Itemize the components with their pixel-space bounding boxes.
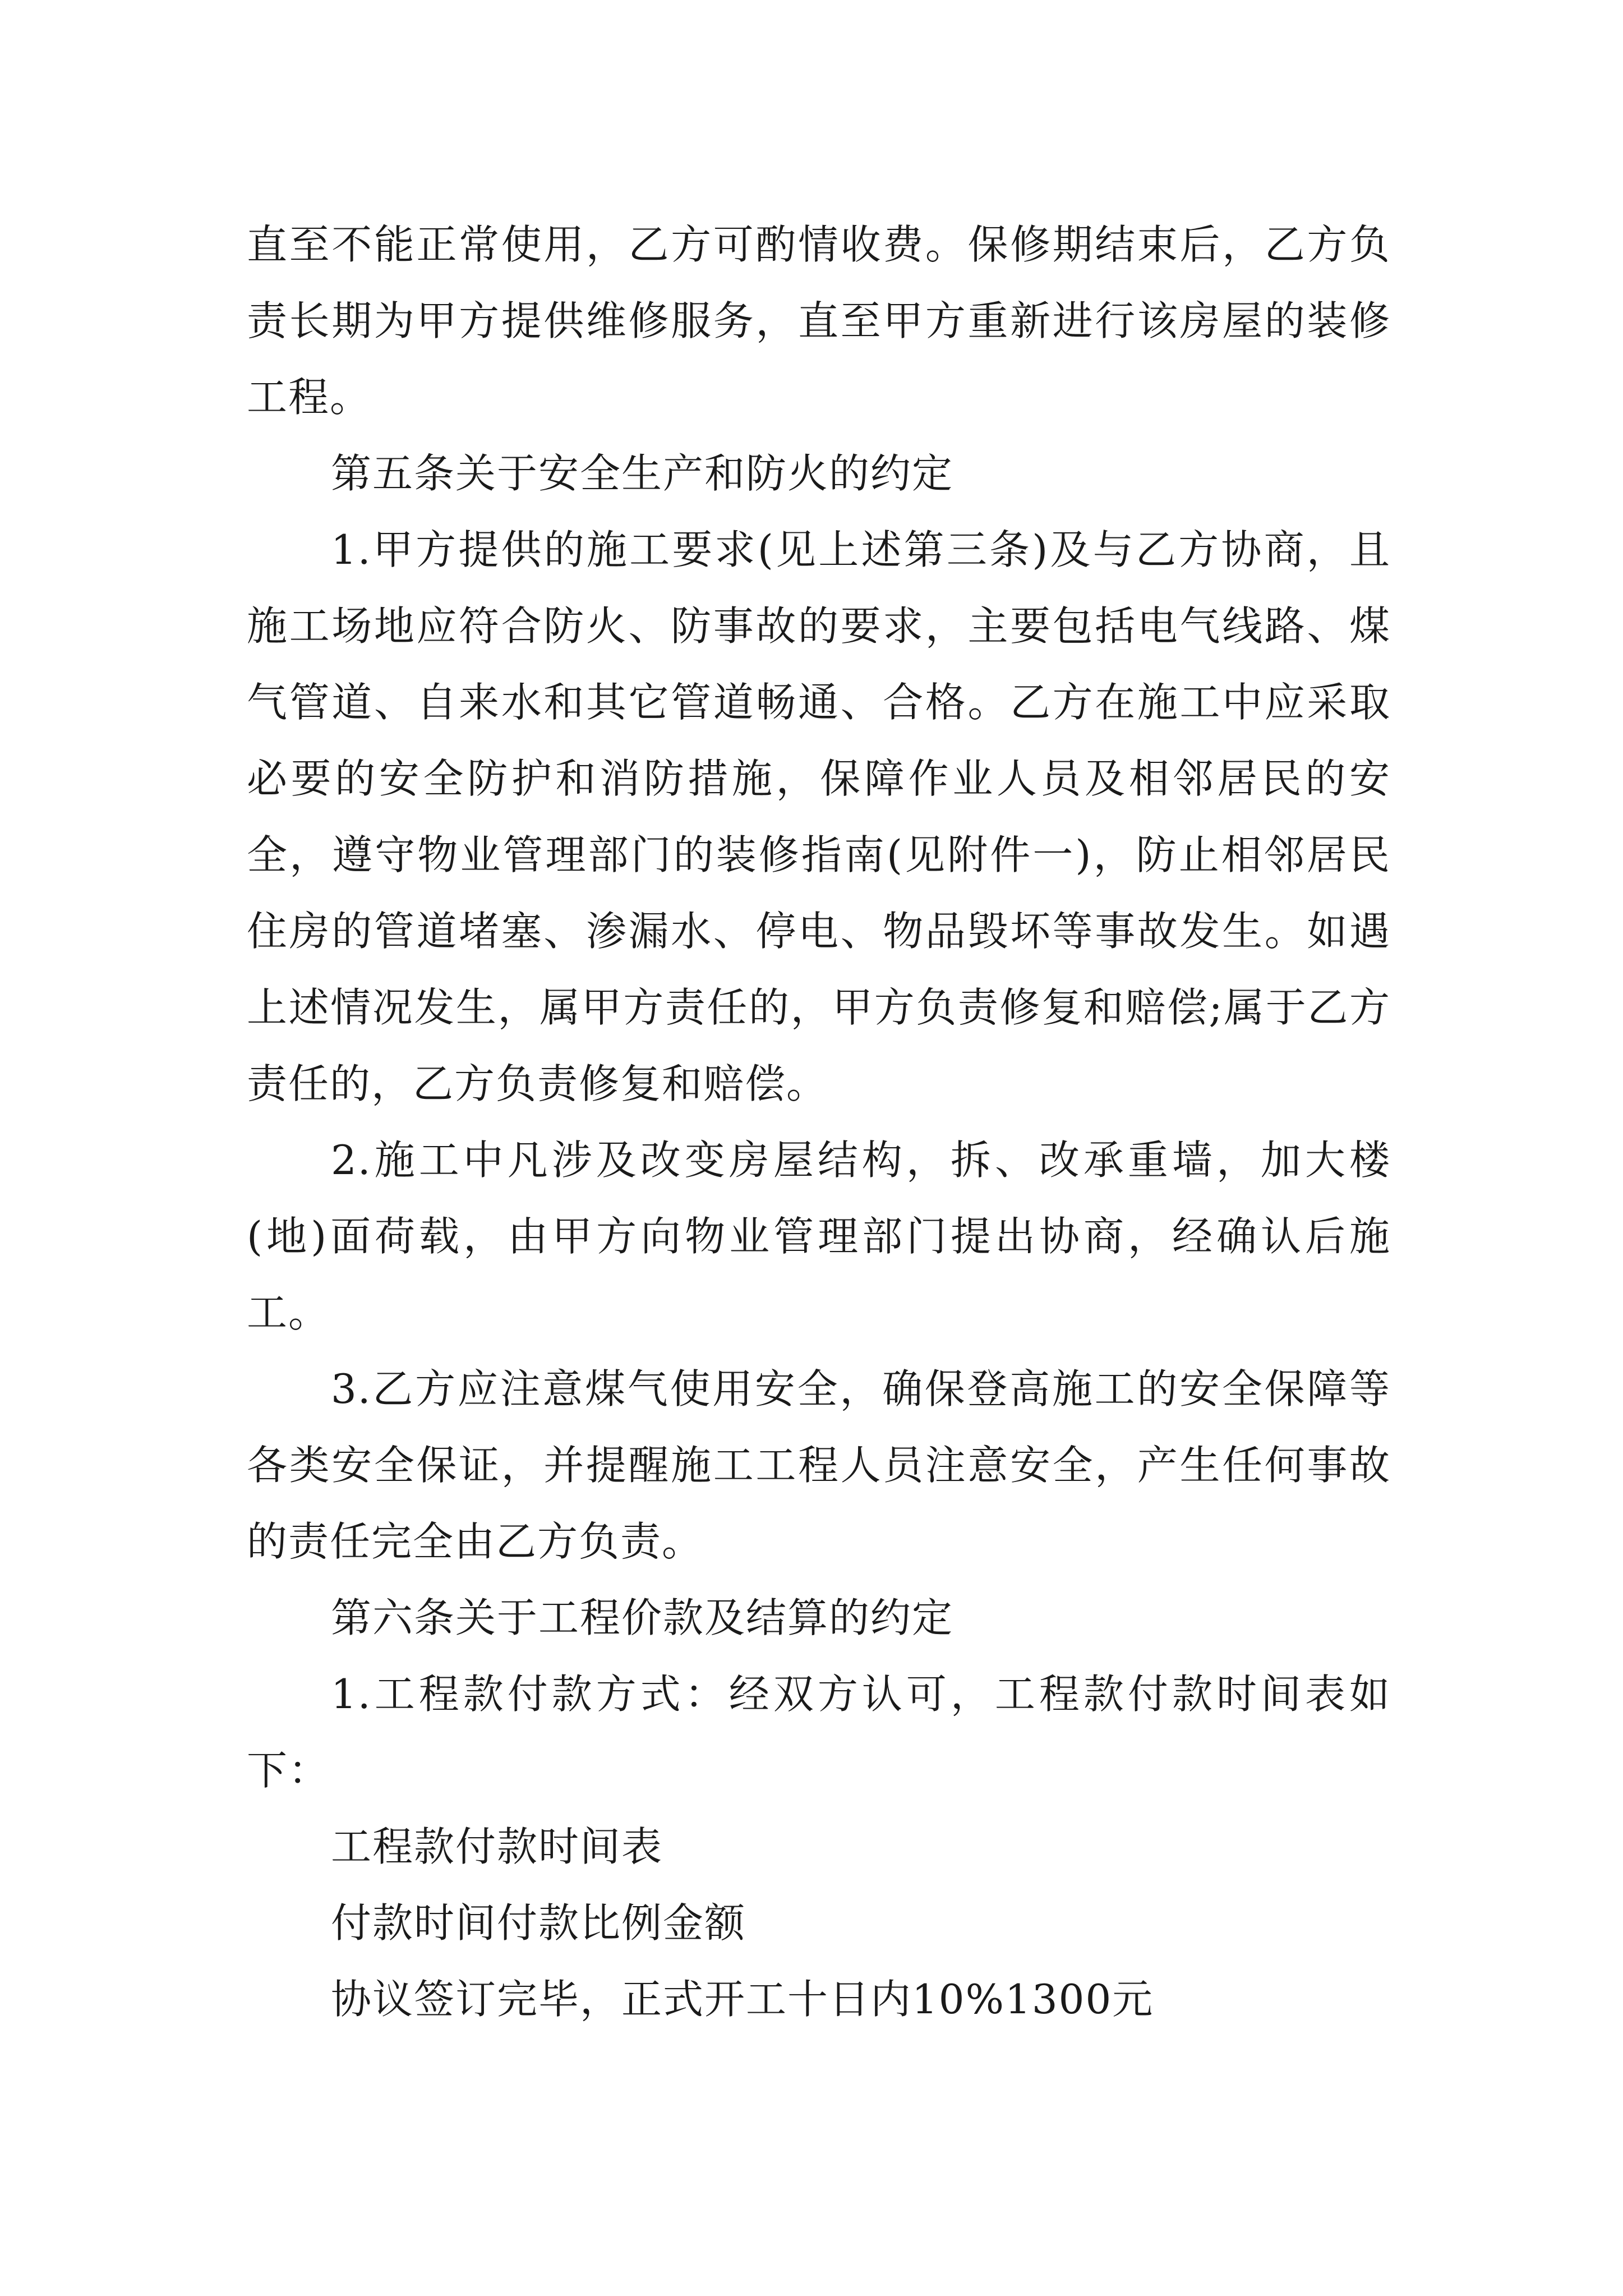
- payment-schedule-header: 付款时间付款比例金额: [331, 1899, 746, 1947]
- paragraph-article-5-item-2: 2.施工中凡涉及改变房屋结构，拆、改承重墙，加大楼(地)面荷载，由甲方向物业管理部门提出协商，经确认后施工。: [247, 1137, 1391, 1336]
- paragraph-warranty-continuation: 直至不能正常使用，乙方可酌情收费。保修期结束后，乙方负责长期为甲方提供维修服务，直至甲方重新进行该房屋的装修工程。: [247, 221, 1391, 421]
- paragraph-article-5-item-3: 3.乙方应注意煤气使用安全，确保登高施工的安全保障等各类安全保证，并提醒施工工程人员注意安全，产生任何事故的责任完全由乙方负责。: [247, 1365, 1391, 1565]
- paragraph-article-5-item-1: 1.甲方提供的施工要求(见上述第三条)及与乙方协商，且施工场地应符合防火、防事故的要求，主要包括电气线路、煤气管道、自来水和其它管道畅通、合格。乙方在施工中应采取必要的安全防护和消防措施，保障作业人员及相邻居民的安全，遵守物业管理部门的装修指南(见附件一)，防止相邻居民住房的管道堵塞、渗漏水、停电、物品毁坏等事故发生。如遇上述情况发生，属甲方责任的，甲方负责修复和赔偿;属于乙方责任的，乙方负责修复和赔偿。: [247, 526, 1391, 1107]
- document-body: [247, 206, 1391, 2037]
- heading-article-6: 第六条关于工程价款及结算的约定: [331, 1594, 954, 1641]
- heading-article-5: 第五条关于安全生产和防火的约定: [331, 450, 954, 497]
- payment-schedule-row: 协议签订完毕，正式开工十日内10%1300元: [331, 1976, 1154, 2023]
- payment-schedule-title: 工程款付款时间表: [331, 1823, 663, 1870]
- paragraph-article-6-item-1: 1.工程款付款方式：经双方认可，工程款付款时间表如下：: [247, 1671, 1391, 1794]
